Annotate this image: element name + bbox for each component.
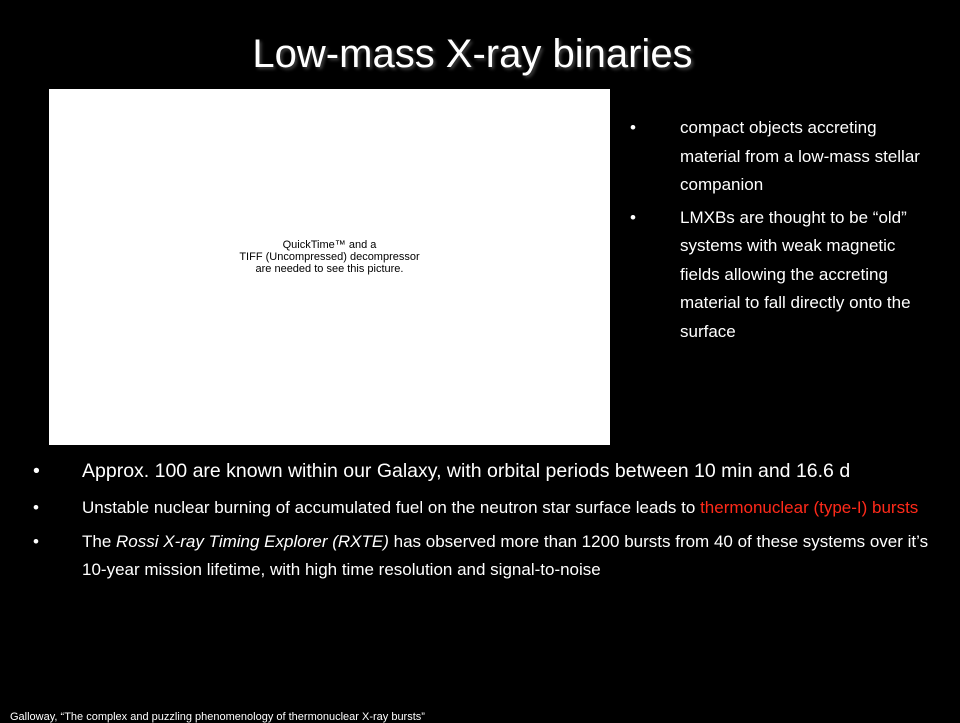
main-bullet-text: Unstable nuclear burning of accumulated fuel on the neutron star surface leads to	[82, 498, 696, 517]
highlighted-text: thermonuclear (type-I) bursts	[700, 498, 919, 517]
placeholder-line-1: QuickTime™ and a	[282, 239, 377, 251]
bullet-icon: •	[630, 118, 636, 137]
main-bullet-item	[30, 494, 935, 522]
citation: Galloway, “The complex and puzzling phenomenology of thermonuclear X-ray bursts”	[10, 711, 425, 723]
bullet-icon: •	[33, 460, 40, 482]
bullet-icon: •	[33, 532, 39, 551]
side-bullet-text: compact objects accreting material from a low-mass stellar companion	[680, 118, 920, 194]
main-bullet-text-prefix: The	[82, 532, 112, 551]
side-bullet-list	[630, 114, 930, 350]
bullet-icon: •	[630, 207, 636, 227]
slide-title: Low-mass X-ray binaries	[252, 32, 693, 76]
placeholder-line-2: TIFF (Uncompressed) decompressor	[239, 251, 420, 263]
side-bullet-text: LMXBs are thought to be “old” systems with weak magnetic fields allowing the accreting material to fall directly onto the surface	[680, 207, 911, 341]
main-bullet-list	[30, 457, 935, 590]
side-bullet-item	[630, 114, 930, 200]
placeholder-line-3: are needed to see this picture.	[255, 263, 404, 275]
main-bullet-text-suffix: has observed more than 1200 bursts from 40 of these systems over it’s 10-year mission lifetime, with high time resolution and signal-to-noise	[82, 532, 929, 579]
main-bullet-item	[30, 528, 935, 584]
main-bullet-item	[30, 457, 935, 486]
mission-name: Rossi X-ray Timing Explorer (RXTE)	[116, 532, 389, 551]
main-bullet-text: Approx. 100 are known within our Galaxy, with orbital periods between 10 min and 16.6 d	[82, 460, 851, 482]
placeholder-message	[49, 239, 610, 275]
image-placeholder	[49, 89, 610, 445]
side-bullet-item	[630, 204, 930, 347]
bullet-icon: •	[33, 498, 39, 517]
